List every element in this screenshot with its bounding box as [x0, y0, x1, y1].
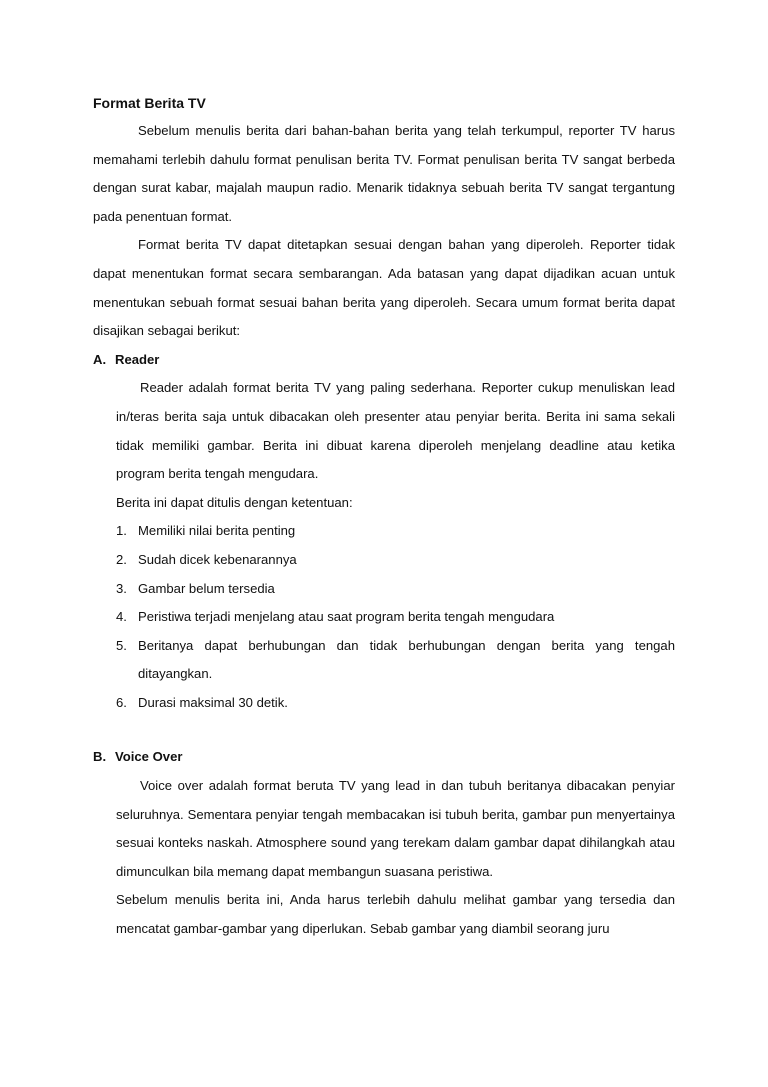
section-b-letter: B.	[93, 749, 107, 765]
list-item-number: 4.	[116, 609, 127, 625]
list-item	[116, 603, 675, 632]
list-item-number: 1.	[116, 523, 127, 539]
list-item-number: 2.	[116, 551, 127, 567]
intro-paragraph-2: Format berita TV dapat ditetapkan sesuai dengan bahan yang diperoleh. Reporter tidak dapat menentukan format secara sembarangan. Ada batasan yang dapat dijadikan acuan untuk menentukan sebuah format sesuai bahan berita yang diperoleh. Secara umum format berita dapat disajikan sebagai berikut:	[93, 237, 675, 339]
section-b-body	[116, 772, 675, 944]
list-item	[116, 575, 675, 604]
list-item	[116, 517, 675, 546]
document-title: Format Berita TV	[93, 95, 206, 111]
document-body	[93, 93, 675, 944]
list-item	[116, 689, 675, 718]
list-item-text: Peristiwa terjadi menjelang atau saat program berita tengah mengudara	[138, 609, 555, 625]
list-item-number: 6.	[116, 694, 127, 710]
section-b-heading	[93, 743, 675, 772]
section-a-list	[116, 517, 675, 717]
section-a-list-intro: Berita ini dapat ditulis dengan ketentuan:	[116, 494, 353, 510]
list-item	[116, 632, 675, 689]
section-a-letter: A.	[93, 351, 107, 367]
list-item-number: 3.	[116, 580, 127, 596]
section-b-title: Voice Over	[115, 749, 183, 765]
list-item-text: Memiliki nilai berita penting	[138, 523, 296, 539]
section-b-paragraph-2: Sebelum menulis berita ini, Anda harus terlebih dahulu melihat gambar yang tersedia dan mencatat gambar-gambar yang diperlukan. Sebab gambar yang diambil seorang juru	[116, 892, 675, 937]
section-a-title: Reader	[115, 351, 160, 367]
list-item-text: Beritanya dapat berhubungan dan tidak berhubungan dengan berita yang tengah ditayangkan.	[138, 637, 675, 682]
section-a-body	[116, 374, 675, 717]
list-item-text: Durasi maksimal 30 detik.	[138, 694, 288, 710]
intro-paragraph-1: Sebelum menulis berita dari bahan-bahan berita yang telah terkumpul, reporter TV harus memahami terlebih dahulu format penulisan berita TV. Format penulisan berita TV sangat berbeda dengan surat kabar, majalah maupun radio. Menarik tidaknya sebuah berita TV sangat tergantung pada penentuan format.	[93, 123, 675, 224]
list-item-text: Gambar belum tersedia	[138, 580, 275, 596]
list-item	[116, 546, 675, 575]
section-a-heading	[93, 346, 675, 375]
section-b-paragraph: Voice over adalah format beruta TV yang lead in dan tubuh beritanya dibacakan penyiar seluruhnya. Sementara penyiar tengah membacakan isi tubuh berita, gambar pun menyertainya sesuai konteks naskah. Atmosphere sound yang terekam dalam gambar dapat dihilangkah atau dimunculkan bila memang dapat membangun suasana peristiwa.	[116, 778, 675, 879]
list-item-number: 5.	[116, 637, 127, 653]
section-a-paragraph: Reader adalah format berita TV yang paling sederhana. Reporter cukup menuliskan lead in/teras berita saja untuk dibacakan oleh presenter atau penyiar berita. Berita ini sama sekali tidak memiliki gambar. Berita ini dibuat karena diperoleh menjelang deadline atau ketika program berita tengah mengudara.	[116, 380, 675, 482]
section-spacer	[93, 717, 675, 743]
list-item-text: Sudah dicek kebenarannya	[138, 551, 297, 567]
